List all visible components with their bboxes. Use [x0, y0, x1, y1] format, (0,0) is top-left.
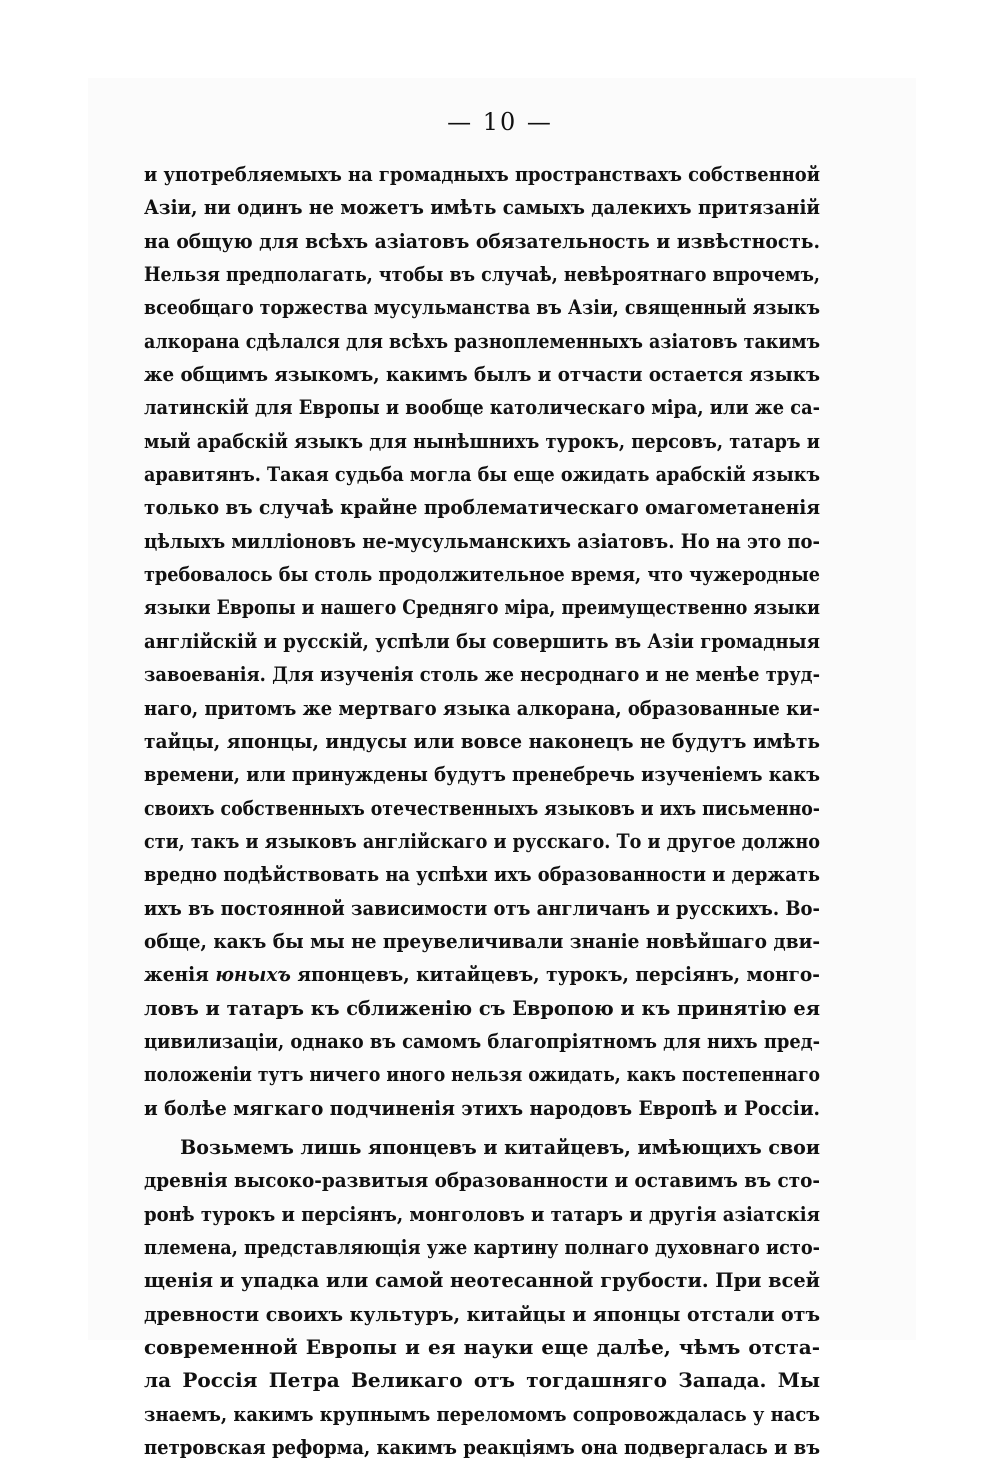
text-line: цивилизаціи, однако въ самомъ благопріятномъ для нихъ пред-	[144, 1028, 820, 1053]
text-line: племена, представляющія уже картину полнаго духовнаго исто-	[144, 1235, 820, 1259]
text-line: аравитянъ. Такая судьба могла бы еще ожидать арабскій языкъ	[144, 462, 820, 487]
text-line: обще, какъ бы мы не преувеличивали знаніе новѣйшаго дви-	[144, 928, 820, 953]
text-line: ронѣ турокъ и персіянъ, монголовъ и татаръ и другія азіатскія	[144, 1201, 820, 1226]
text-line: англійскій и русскій, успѣли бы совершить въ Азіи громадныя	[144, 628, 820, 653]
line-segment: женія	[144, 962, 216, 987]
text-line: мый арабскій языкъ для нынѣшнихъ турокъ, персовъ, татаръ и	[144, 428, 820, 453]
text-line: вредно подѣйствовать на успѣхи ихъ образованности и держать	[144, 862, 820, 887]
text-line: Азіи, ни одинъ не можетъ имѣть самыхъ далекихъ притязаній	[144, 195, 820, 220]
text-line: ихъ въ постоянной зависимости отъ англичанъ и русскихъ. Во-	[144, 895, 820, 920]
text-line: знаемъ, какимъ крупнымъ переломомъ сопровождалась у насъ	[144, 1401, 820, 1426]
text-line: наго, притомъ же мертваго языка алкорана, образованные ки-	[144, 695, 820, 720]
text-line: же общимъ языкомъ, какимъ былъ и отчасти остается языкъ	[144, 362, 820, 387]
text-line: на общую для всѣхъ азіатовъ обязательность и извѣстность.	[144, 228, 820, 253]
text-line: алкорана сдѣлался для всѣхъ разноплеменныхъ азіатовъ такимъ	[144, 328, 820, 353]
text-line: латинскій для Европы и вообще католическаго міра, или же са-	[144, 395, 820, 420]
text-line: древности своихъ культуръ, китайцы и японцы отстали отъ	[144, 1301, 820, 1326]
text-line: и употребляемыхъ на громадныхъ пространствахъ собственной	[144, 162, 820, 186]
text-line: ла Россія Петра Великаго отъ тогдашняго Запада. Мы	[144, 1368, 820, 1393]
text-line: современной Европы и ея науки еще далѣе, чѣмъ отста-	[144, 1335, 820, 1360]
text-line: сти, такъ и языковъ англійскаго и русскаго. То и другое должно	[144, 828, 820, 853]
page-number: — 10 —	[447, 108, 553, 136]
text-line: Возьмемъ лишь японцевъ и китайцевъ, имѣющихъ свои	[180, 1134, 821, 1159]
paragraph-1	[144, 158, 820, 1125]
text-line: ловъ и татаръ къ сближенію съ Европою и къ принятію ея	[144, 995, 820, 1020]
text-line: петровская реформа, какимъ реакціямъ она подвергалась и въ	[144, 1435, 820, 1460]
text-line: только въ случаѣ крайне проблематическаго омагометаненія	[144, 495, 820, 520]
text-line: древнія высоко-развитыя образованности и оставимъ въ сто-	[144, 1168, 820, 1193]
text-line: языки Европы и нашего Средняго міра, преимущественно языки	[144, 595, 820, 620]
text-line: и болѣе мягкаго подчиненія этихъ народовъ Европѣ и Россіи.	[144, 1095, 820, 1120]
text-line: всеобщаго торжества мусульманства въ Азіи, священный языкъ	[144, 295, 820, 320]
text-line: щенія и упадка или самой неотесанной грубости. При всей	[144, 1268, 820, 1293]
text-line: завоеванія. Для изученія столь же несроднаго и не менѣе труд-	[144, 662, 820, 687]
text-line: требовалось бы столь продолжительное время, что чужеродные	[144, 562, 820, 587]
text-line: положеніи тутъ ничего иного нельзя ожидать, какъ постепеннаго	[144, 1062, 820, 1087]
text-line: цѣлыхъ милліоновъ не-мусульманскихъ азіатовъ. Но на это по-	[144, 528, 820, 553]
paragraph-2	[144, 1131, 820, 1464]
text-line: времени, или принуждены будутъ пренебречь изученіемъ какъ	[144, 762, 820, 787]
text-line-with-italic	[144, 958, 820, 991]
body-text	[144, 158, 820, 1464]
line-segment: японцевъ, китайцевъ, турокъ, персіянъ, монго-	[290, 962, 820, 987]
text-line: Нельзя предполагать, чтобы въ случаѣ, невѣроятнаго впрочемъ,	[144, 262, 820, 287]
italic-word: юныхъ	[215, 962, 291, 987]
text-line: своихъ собственныхъ отечественныхъ языковъ и ихъ письменно-	[144, 795, 820, 820]
text-line: тайцы, японцы, индусы или вовсе наконецъ не будутъ имѣть	[144, 728, 820, 753]
